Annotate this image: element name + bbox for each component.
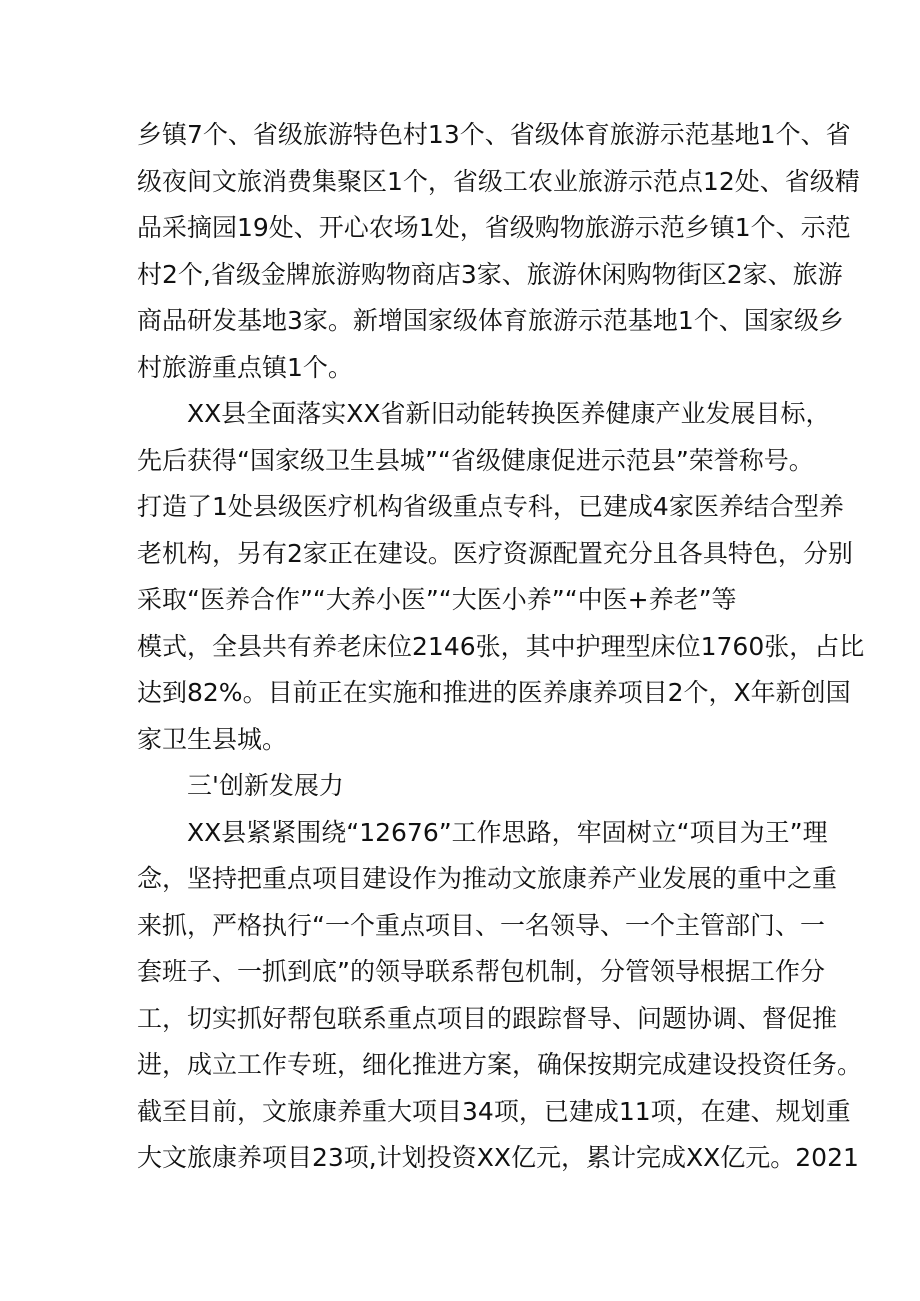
section-heading: 三'创新发展力	[187, 771, 344, 800]
text-line: 品采摘园19处、开心农场1处，省级购物旅游示范乡镇1个、示范	[137, 213, 851, 242]
text-line: 村旅游重点镇1个。	[137, 352, 353, 382]
text-line: 家卫生县城。	[137, 724, 288, 754]
text-line: 进，成立工作专班，细化推进方案，确保按期完成建设投资任务。	[137, 1050, 863, 1079]
text-line: 截至目前，文旅康养重大项目34项，已建成11项，在建、规划重	[137, 1096, 851, 1126]
text-line: 村2个,省级金牌旅游购物商店3家、旅游休闲购物街区2家、旅游	[137, 259, 843, 289]
text-line: 套班子、一抓到底”的领导联系帮包机制，分管领导根据工作分	[137, 957, 825, 986]
text-line: 大文旅康养项目23项,计划投资XX亿元，累计完成XX亿元。2021	[137, 1143, 859, 1172]
text-line: 念，坚持把重点项目建设作为推动文旅康养产业发展的重中之重	[137, 864, 838, 893]
text-line: 达到82%。目前正在实施和推进的医养康养项目2个，X年新创国	[137, 678, 851, 707]
text-line: XX县紧紧围绕“12676”工作思路，牢固树立“项目为王”理	[187, 817, 828, 847]
text-line: 级夜间文旅消费集聚区1个，省级工农业旅游示范点12处、省级精	[137, 166, 860, 196]
text-line: 来抓，严格执行“一个重点项目、一名领导、一个主管部门、一	[137, 910, 825, 940]
text-line: 采取“医养合作”“大养小医”“大医小养”“中医+养老”等	[137, 585, 737, 614]
text-line: 工，切实抓好帮包联系重点项目的跟踪督导、问题协调、督促推	[137, 1003, 838, 1033]
text-line: 乡镇7个、省级旅游特色村13个、省级体育旅游示范基地1个、省	[137, 120, 851, 149]
text-line: 老机构，另有2家正在建设。医疗资源配置充分且各具特色，分别	[137, 538, 853, 568]
text-line: 模式，全县共有养老床位2146张，其中护理型床位1760张，占比	[137, 631, 865, 661]
text-line: 先后获得“国家级卫生县城”“省级健康促进示范县”荣誉称号。	[137, 445, 814, 475]
text-line: 打造了1处县级医疗机构省级重点专科，已建成4家医养结合型养	[137, 492, 844, 521]
text-line: XX县全面落实XX省新旧动能转换医养健康产业发展目标，	[187, 399, 831, 428]
body-text	[137, 112, 865, 1182]
text-line: 商品研发基地3家。新增国家级体育旅游示范基地1个、国家级乡	[137, 306, 844, 335]
